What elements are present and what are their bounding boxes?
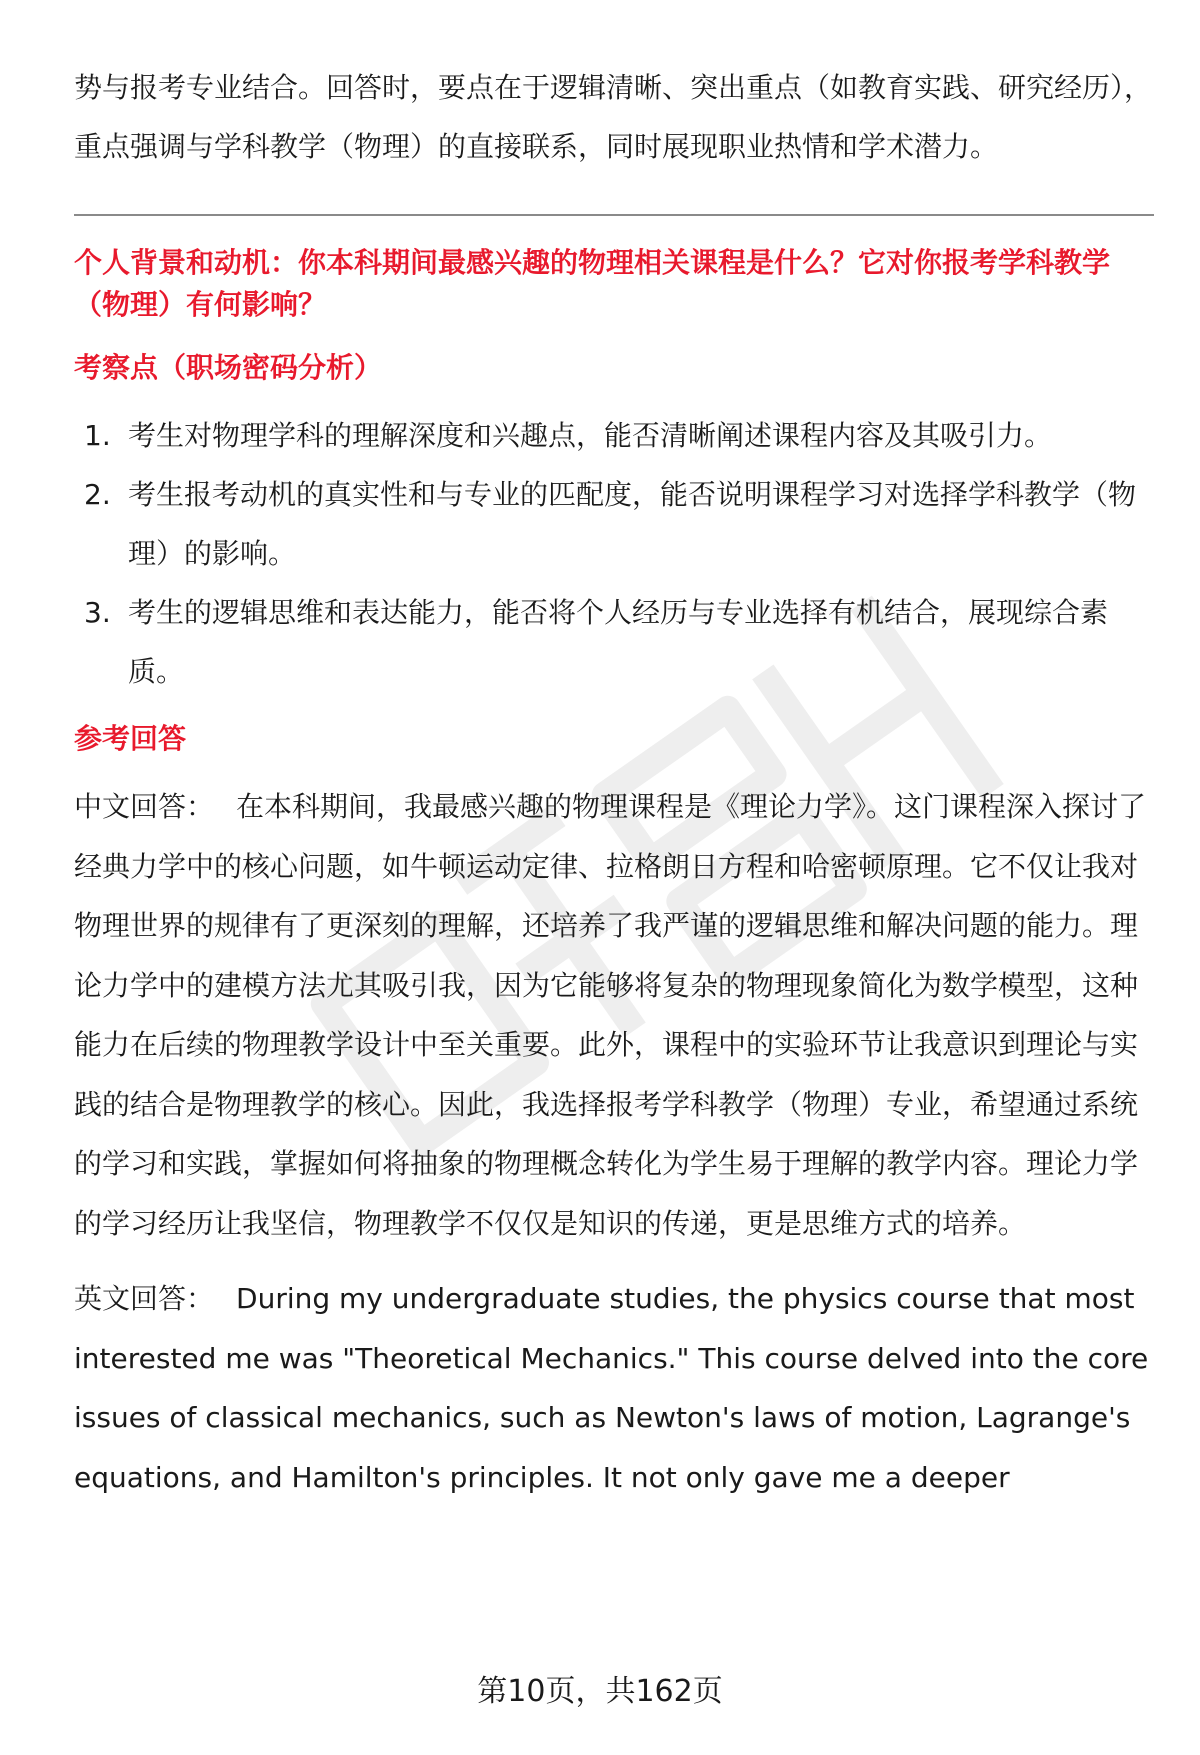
chinese-answer-label: 中文回答： [74,790,215,823]
english-answer-label: 英文回答： [74,1282,215,1315]
exam-points-list [74,406,1154,701]
page-number: 第10页，共162页 [477,1674,723,1709]
chinese-answer-text: 在本科期间，我最感兴趣的物理课程是《理论力学》。这门课程深入探讨了经典力学中的核心问题，如牛顿运动定律、拉格朗日方程和哈密顿原理。它不仅让我对物理世界的规律有了更深刻的理解，还培养了我严谨的逻辑思维和解决问题的能力。理论力学中的建模方法尤其吸引我，因为它能够将复杂的物理现象简化为数学模型，这种能力在后续的物理教学设计中至关重要。此外，课程中的实验环节让我意识到理论与实践的结合是物理教学的核心。因此，我选择报考学科教学（物理）专业，希望通过系统的学习和实践，掌握如何将抽象的物理概念转化为学生易于理解的教学内容。理论力学的学习经历让我坚信，物理教学不仅仅是知识的传递，更是思维方式的培养。 [74,790,1147,1240]
list-item-text: 考生报考动机的真实性和与专业的匹配度，能否说明课程学习对选择学科教学（物理）的影响。 [128,478,1137,570]
list-item-text: 考生对物理学科的理解深度和兴趣点，能否清晰阐述课程内容及其吸引力。 [128,419,1053,452]
list-number: 3. [84,596,111,629]
question-title: 个人背景和动机：你本科期间最感兴趣的物理相关课程是什么？它对你报考学科教学（物理）有何影响？ [74,246,1111,321]
list-number: 1. [84,419,111,452]
reference-heading: 参考回答 [74,722,187,755]
list-item [74,406,1154,465]
exam-points-heading: 考察点（职场密码分析） [74,351,383,384]
section-divider [74,214,1154,216]
english-answer [74,1269,1154,1507]
list-item-text: 考生的逻辑思维和表达能力，能否将个人经历与专业选择有机结合，展现综合素质。 [128,596,1109,688]
english-answer-text: During my undergraduate studies, the physics course that most interested me was "Theoretical Mechanics." This course delved into the core issues of classical mechanics, such as Newton's laws of motion, Lagrange's equations, and Hamilton's principles. It not only gave me a deeper [74,1282,1149,1494]
document-page [74,58,1154,1523]
chinese-answer [74,777,1154,1253]
intro-paragraph: 势与报考专业结合。回答时，要点在于逻辑清晰、突出重点（如教育实践、研究经历），重点强调与学科教学（物理）的直接联系，同时展现职业热情和学术潜力。 [74,71,1153,163]
list-item [74,583,1154,701]
list-item [74,465,1154,583]
list-number: 2. [84,478,111,511]
